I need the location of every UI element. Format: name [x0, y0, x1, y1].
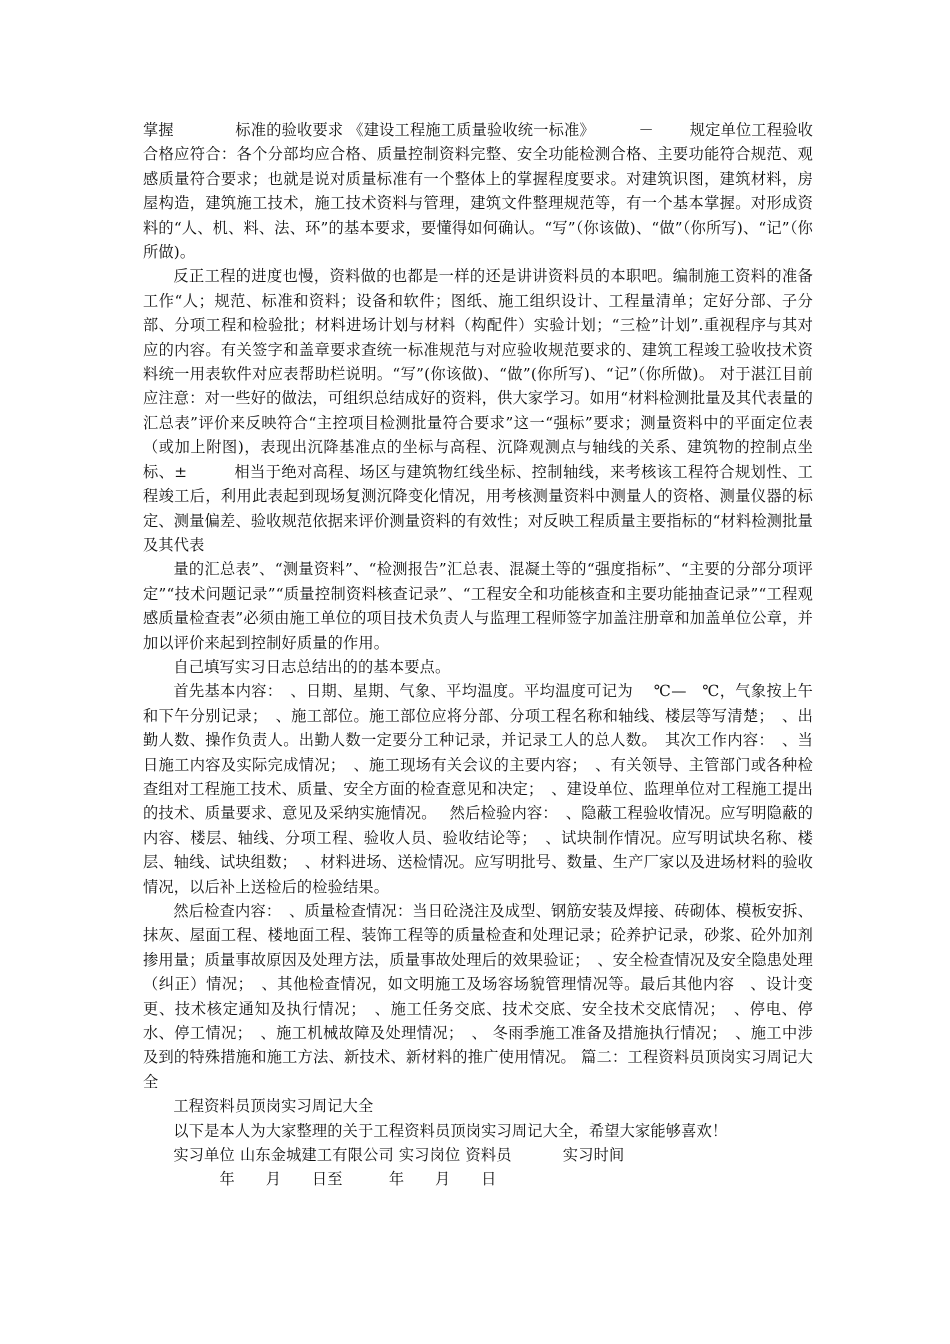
paragraph-data-clerk-duties: 反正工程的进度也慢，资料做的也都是一样的还是讲讲资料员的本职吧。编制施工资料的准备工作“人；规范、标准和资料；设备和软件；图纸、施工组织设计、工程量清单；定好分部、子分部、分项工程和检验批；材料进场计划与材料（构配件）实验计划；“三检”计划”.重视程序与其对应的内容。有关签字和盖章要求查统一标准规范与对应验收规范要求的、建筑工程竣工验收技术资料统一用表软件对应表帮助栏说明。“写”(你该做)、“做”(你所写)、“记”（你所做)。 对于湛江目前应注意：对一些好的做法，可组织总结成好的资料，供大家学习。如用“材料检测批量及其代表量的汇总表”评价来反映符合“主控项目检测批量符合要求”这一“强标”要求；测量资料中的平面定位表（或加上附图)，表现出沉降基准点的坐标与高程、沉降观测点与轴线的关系、建筑物的控制点坐标、± 相当于绝对高程、场区与建筑物红线坐标、控制轴线，来考核该工程符合规划性、工程竣工后，利用此表起到现场复测沉降变化情况，用考核测量资料中测量人的资格、测量仪器的标定、测量偏差、验收规范依据来评价测量资料的有效性；对反映工程质量主要指标的“材料检测批量及其代表 [143, 267, 813, 554]
paragraph-log-key-points-heading: 自己填写实习日志总结出的的基本要点。 [173, 657, 451, 676]
paragraph-basic-and-work-content: 首先基本内容： 、日期、星期、气象、平均温度。平均温度可记为 ℃— ℃，气象按上午和下午分别记录； 、施工部位。施工部位应将分部、分项工程名称和轴线、楼层等写清楚； 、出勤人数、操作负责人。出勤人数一定要分工种记录，并记录工人的总人数。 其次工作内容： 、当日施工内容及实际完成情况； 、施工现场有关会议的主要内容； 、有关领导、主管部门或各种检查组对工程施工技术、质量、安全方面的检查意见和决定； 、建设单位、监理单位对工程施工提出的技术、质量要求、意见及采纳实施情况。 然后检验内容： 、隐蔽工程验收情况。应写明隐蔽的内容、楼层、轴线、分项工程、验收人员、验收结论等； 、试块制作情况。应写明试块名称、楼层、轴线、试块组数； 、材料进场、送检情况。应写明批号、数量、生产厂家以及进场材料的验收情况，以后补上送检后的检验结果。 [143, 682, 813, 896]
paragraph-summary-tables: 量的汇总表”、“测量资料”、“检测报告”汇总表、混凝土等的“强度指标”、“主要的分部分项评定”“技术问题记录”“质量控制资料核查记录”、“工程安全和功能核查和主要功能抽查记录”“工程观感质量检查表”必须由施工单位的项目技术负责人与监理工程师签字加盖注册章和加盖单位公章，并加以评价来起到控制好质量的作用。 [143, 560, 813, 652]
paragraph-internship-dates: 年 月 日至 年 月 日 [173, 1170, 497, 1189]
paragraph-acceptance-standard: 掌握 标准的验收要求 《建设工程施工质量验收统一标准》 － 规定单位工程验收合格应符合：各个分部均应合格、质量控制资料完整、安全功能检测合格、主要功能符合规范、观感质量符合要求；也就是说对质量标准有一个整体上的掌握程度要求。对建筑识图，建筑材料，房屋构造，建筑施工技术，施工技术资料与管理，建筑文件整理规范等，有一个基本掌握。对形成资料的“人、机、料、法、环”的基本要求，要懂得如何确认。“写”（你该做)、“做”（你所写)、“记”（你所做)。 [143, 121, 813, 262]
paragraph-internship-info: 实习单位 山东金城建工有限公司 实习岗位 资料员 实习时间 [173, 1146, 625, 1165]
paragraph-inspection-and-other-content: 然后检查内容： 、质量检查情况：当日砼浇注及成型、钢筋安装及焊接、砖砌体、模板安拆、抹灰、屋面工程、楼地面工程、装饰工程等的质量检查和处理记录；砼养护记录，砂浆、砼外加剂掺用量；质量事故原因及处理方法，质量事故处理后的效果验证； 、安全检查情况及安全隐患处理（纠正）情况； 、其他检查情况，如文明施工及场容场貌管理情况等。最后其他内容 、设计变更、技术核定通知及执行情况； 、施工任务交底、技术交底、安全技术交底情况； 、停电、停水、停工情况； 、施工机械故障及处理情况； 、 冬雨季施工准备及措施执行情况； 、施工中涉及到的特殊措施和施工方法、新技术、新材料的推广使用情况。 篇二：工程资料员顶岗实习周记大全 [143, 902, 813, 1091]
document-body [143, 118, 813, 1192]
paragraph-intro: 以下是本人为大家整理的关于工程资料员顶岗实习周记大全，希望大家能够喜欢！ [173, 1121, 728, 1140]
paragraph-weekly-journal-title: 工程资料员顶岗实习周记大全 [173, 1097, 374, 1116]
